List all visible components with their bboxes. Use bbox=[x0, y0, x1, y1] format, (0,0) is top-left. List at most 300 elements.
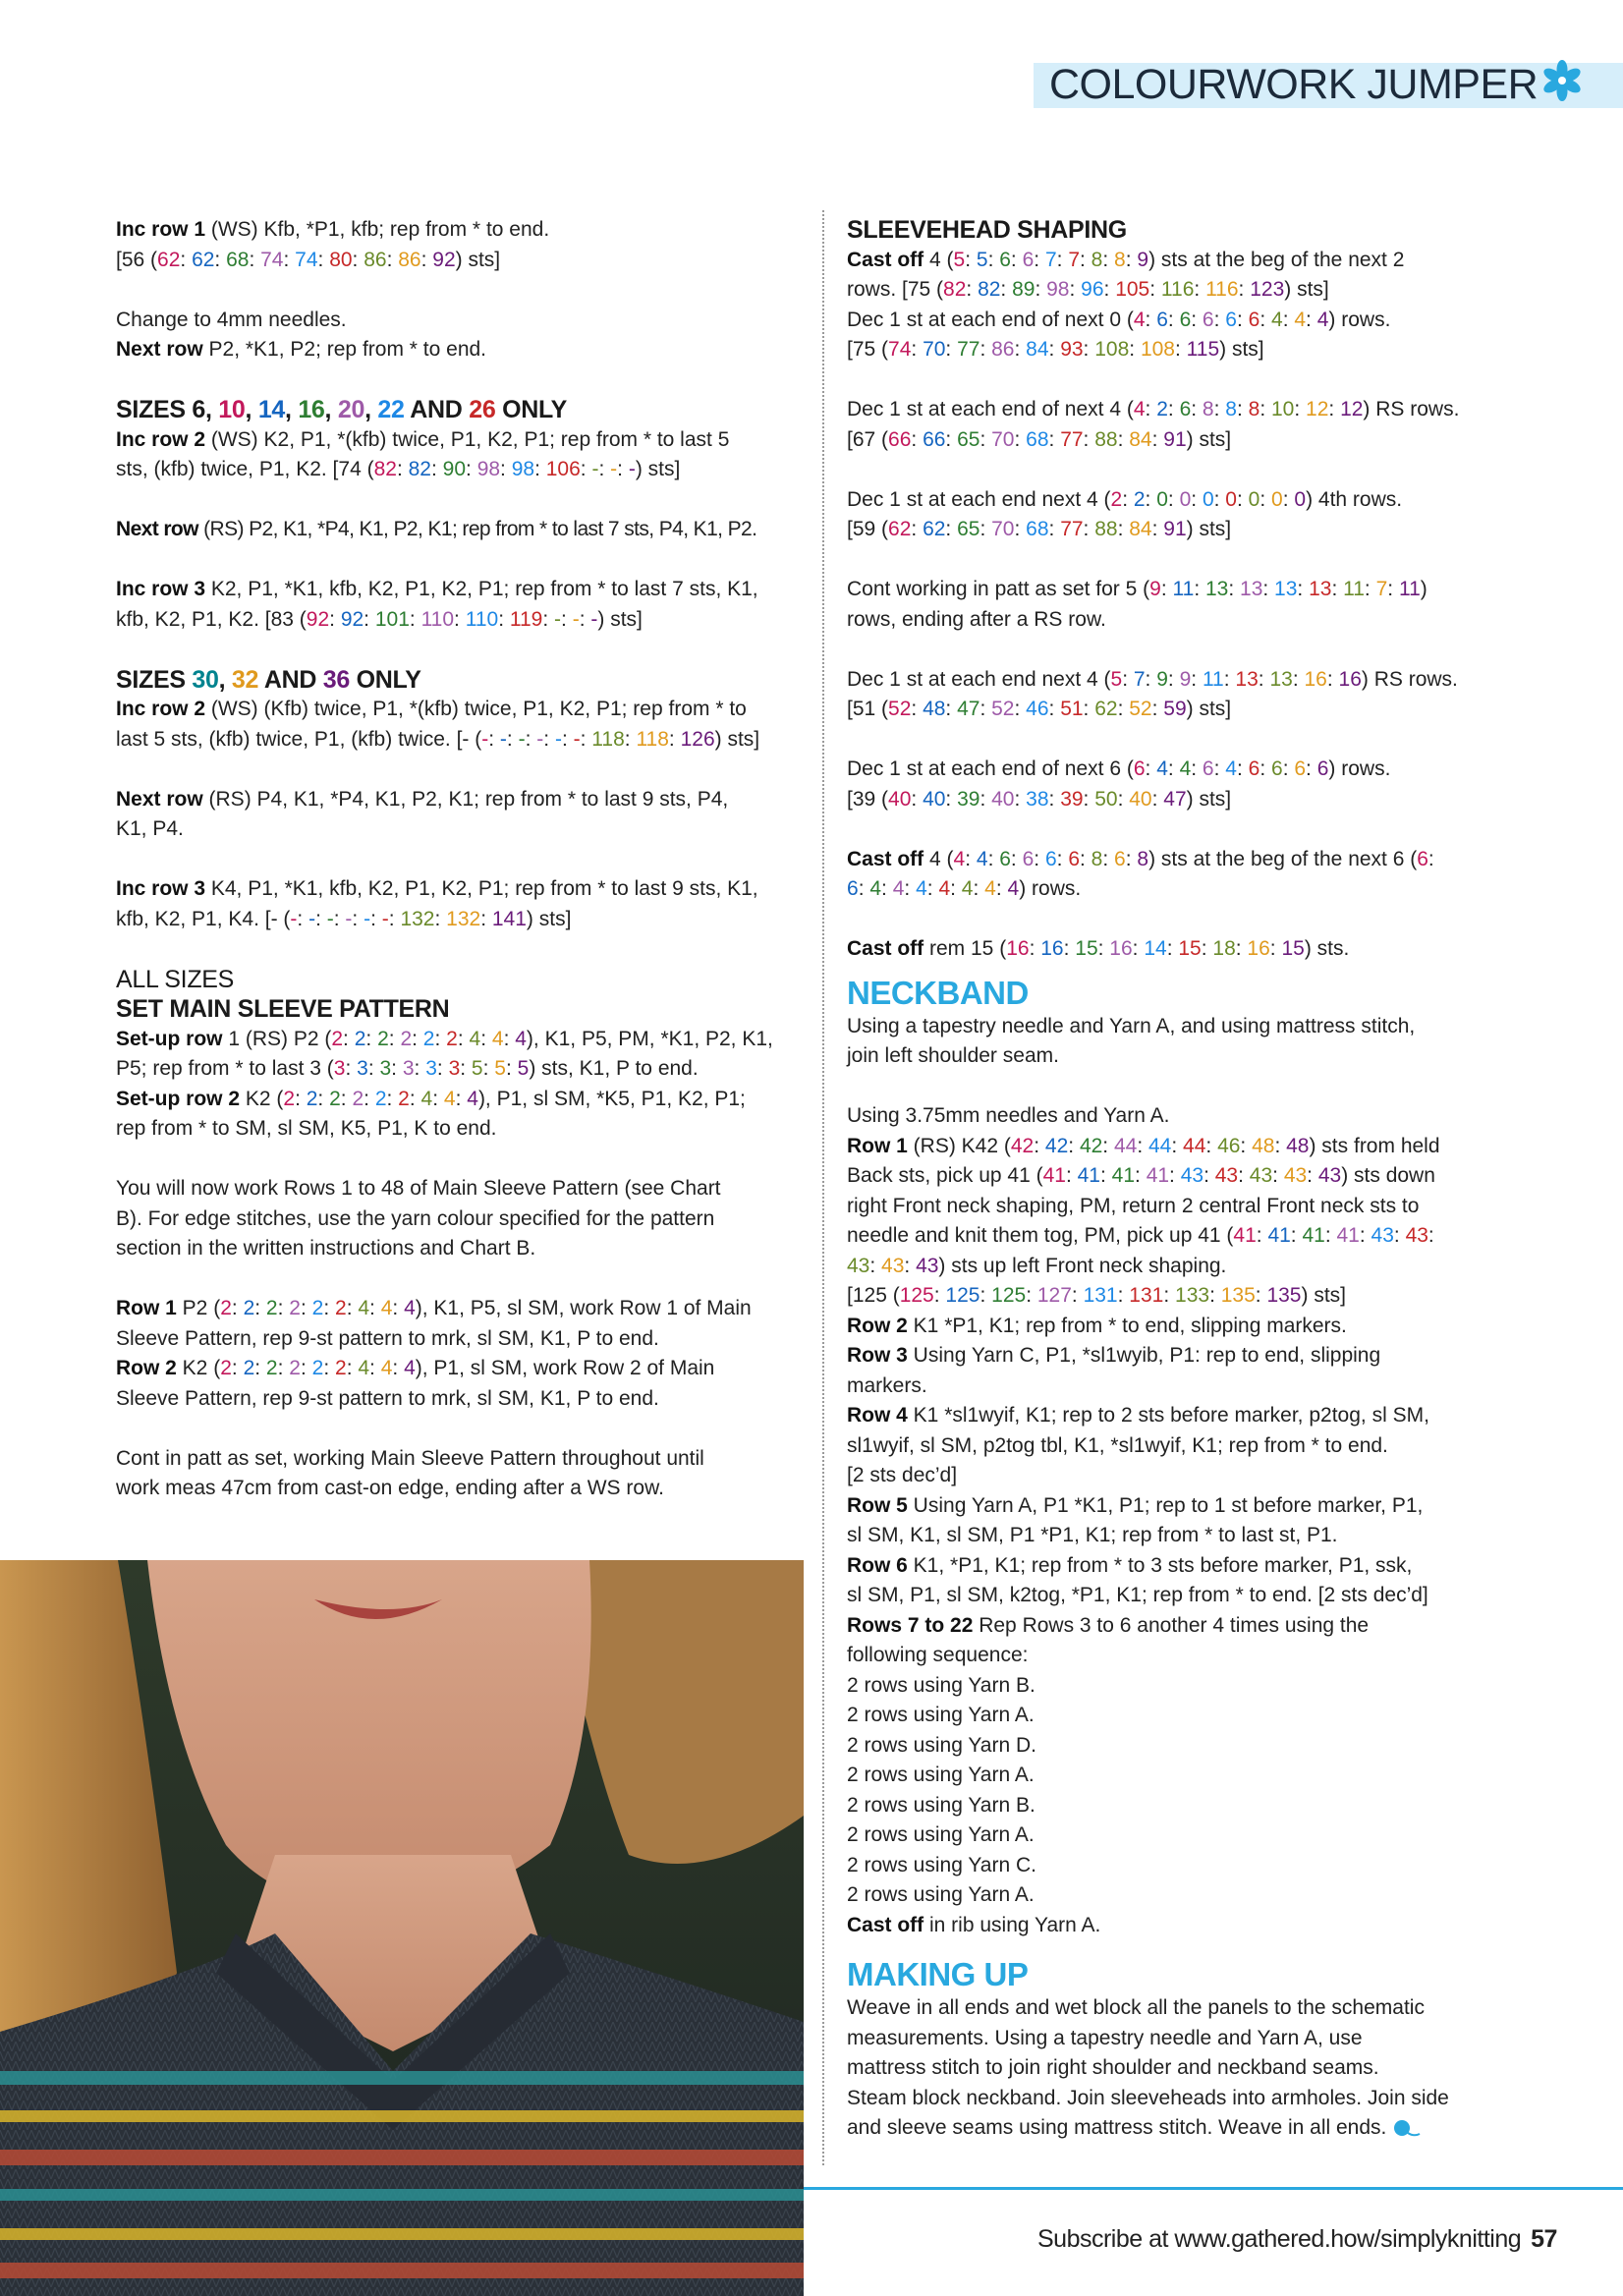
size-count: 4 bbox=[469, 1027, 481, 1050]
size-count: 13 bbox=[1274, 578, 1298, 600]
size-count: 9 bbox=[1179, 667, 1192, 691]
size-count: 133 bbox=[1175, 1284, 1210, 1307]
size-count: 5 bbox=[1110, 667, 1123, 691]
size-count: 47 bbox=[1163, 787, 1187, 811]
size-count: - bbox=[628, 458, 636, 480]
size-count: 4 bbox=[1133, 308, 1146, 331]
size-count: 2 bbox=[400, 1027, 413, 1050]
size-count: 4 bbox=[976, 847, 988, 870]
size-count: 43 bbox=[1317, 1164, 1342, 1187]
size-count: 86 bbox=[991, 338, 1015, 361]
size-count: 11 bbox=[1172, 578, 1195, 600]
size-count: 66 bbox=[888, 427, 912, 451]
size-count: 48 bbox=[1286, 1134, 1310, 1157]
size-count: - bbox=[308, 907, 316, 930]
size-count: - bbox=[381, 907, 389, 930]
footer-rule bbox=[804, 2187, 1623, 2190]
size-count: 43 bbox=[916, 1254, 939, 1277]
size-count: 2 bbox=[354, 1027, 366, 1050]
size-count: 0 bbox=[1248, 487, 1260, 511]
size-count: 39 bbox=[957, 787, 980, 811]
size-count: 89 bbox=[1012, 278, 1035, 301]
size-count: - bbox=[481, 727, 489, 751]
size-count: 2 bbox=[289, 1357, 301, 1379]
size-count: 44 bbox=[1113, 1134, 1138, 1157]
size-count: 2 bbox=[243, 1357, 255, 1379]
size-count: 135 bbox=[1266, 1284, 1302, 1307]
size-count: 131 bbox=[1129, 1284, 1164, 1307]
size-count: 5 bbox=[494, 1057, 506, 1080]
size-count: 74 bbox=[260, 248, 284, 271]
size-count: 11 bbox=[1398, 578, 1421, 600]
size-count: 39 bbox=[1060, 787, 1084, 811]
footer bbox=[1037, 2225, 1557, 2254]
size-count: - bbox=[591, 458, 599, 480]
next-row-3: Next row (RS) P4, K1, *P4, K1, P2, K1; rep from * to last 9 sts, P4, K1, P4. bbox=[116, 787, 729, 840]
setup-rows: Set-up row 1 (RS) P2 (2: 2: 2: 2: 2: 2: 4: 4: 4), K1, P5, PM, *K1, P2, K1, P5; rep from * to last 3 (3: 3: 3: 3: 3: 3: 5: 5: 5) sts, K1, P to end. Set-up row 2 K2 (2: 2: 2: 2: 2: 2: 4: 4: 4), P1, sl SM, *K5, P1, K2, P1; rep from * to SM, sl SM, K5, P1, K to end. bbox=[116, 1027, 773, 1140]
size-count: 132 bbox=[446, 907, 481, 930]
size-count: 2 bbox=[220, 1297, 232, 1319]
size-count: 2 bbox=[1133, 487, 1146, 511]
size-count: 0 bbox=[1294, 487, 1307, 511]
size-count: 4 bbox=[420, 1087, 433, 1110]
size-count: 15 bbox=[1281, 937, 1305, 960]
size-count: 41 bbox=[1146, 1164, 1170, 1187]
size-count: 8 bbox=[1114, 248, 1126, 271]
size-count: 82 bbox=[408, 458, 431, 480]
size-count: 141 bbox=[491, 907, 527, 930]
size-count: 86 bbox=[364, 248, 387, 271]
size-count: 8 bbox=[1248, 398, 1260, 420]
size-count: 38 bbox=[1026, 787, 1049, 811]
size-count: - bbox=[518, 727, 526, 751]
size-count: 41 bbox=[1233, 1224, 1257, 1247]
inc-row-3b: Inc row 3 K4, P1, *K1, kfb, K2, P1, K2, P1; rep from * to last 9 sts, K1, kfb, K2, P1, K4. [- (-: -: -: -: -: -: 132: 132: 141) sts] bbox=[116, 877, 758, 930]
size-count: 132 bbox=[400, 907, 435, 930]
size-count: 5 bbox=[976, 248, 988, 271]
size-count: 7 bbox=[1068, 248, 1080, 271]
size-count: 6 bbox=[1316, 757, 1329, 780]
size-count: 8 bbox=[1137, 847, 1149, 870]
size-count: 3 bbox=[379, 1057, 392, 1080]
size-count: 135 bbox=[1220, 1284, 1256, 1307]
size-count: 80 bbox=[329, 248, 353, 271]
size-count: 48 bbox=[1252, 1134, 1275, 1157]
size-number: 10 bbox=[218, 396, 246, 423]
size-count: 84 bbox=[1129, 427, 1152, 451]
size-count: 4 bbox=[1294, 308, 1307, 331]
size-count: 8 bbox=[1225, 398, 1237, 420]
size-count: 42 bbox=[1079, 1134, 1103, 1157]
size-count: 4 bbox=[491, 1027, 504, 1050]
right-column bbox=[847, 215, 1495, 2144]
size-count: 118 bbox=[591, 727, 625, 751]
size-count: 106 bbox=[545, 458, 581, 480]
size-count: 88 bbox=[1094, 518, 1118, 540]
size-count: 4 bbox=[404, 1357, 416, 1379]
size-count: 16 bbox=[1304, 667, 1327, 691]
size-count: 2 bbox=[331, 1027, 344, 1050]
size-count: 13 bbox=[1235, 667, 1259, 691]
size-count: 52 bbox=[888, 698, 912, 720]
size-count: 6 bbox=[1202, 757, 1214, 780]
size-count: - bbox=[290, 907, 298, 930]
size-count: 108 bbox=[1094, 338, 1130, 361]
size-count: 13 bbox=[1309, 578, 1332, 600]
size-count: 6 bbox=[1248, 757, 1260, 780]
size-count: 0 bbox=[1202, 487, 1214, 511]
size-count: 4 bbox=[1133, 398, 1146, 420]
size-count: 127 bbox=[1036, 1284, 1072, 1307]
sleevehead-heading: SLEEVEHEAD SHAPING bbox=[847, 216, 1127, 244]
size-count: 13 bbox=[1269, 667, 1293, 691]
size-count: 91 bbox=[1163, 518, 1187, 540]
size-count: 62 bbox=[1094, 698, 1118, 720]
size-count: 47 bbox=[957, 698, 980, 720]
size-count: 16 bbox=[1109, 937, 1133, 960]
size-count: 2 bbox=[243, 1297, 255, 1319]
size-count: 77 bbox=[1060, 427, 1084, 451]
cont-working: Cont working in patt as set for 5 (9: 11: 13: 13: 13: 13: 11: 7: 11) rows, ending after a RS row. bbox=[847, 578, 1427, 631]
size-count: 6 bbox=[1202, 308, 1214, 331]
size-count: - bbox=[536, 727, 544, 751]
size-count: 2 bbox=[1156, 398, 1168, 420]
size-count: - bbox=[326, 907, 334, 930]
size-count: 4 bbox=[358, 1297, 370, 1319]
size-count: 2 bbox=[289, 1297, 301, 1319]
size-count: 6 bbox=[1248, 308, 1260, 331]
size-count: - bbox=[499, 727, 507, 751]
size-count: 42 bbox=[1010, 1134, 1035, 1157]
next-row-2: Next row (RS) P2, K1, *P4, K1, P2, K1; rep from * to last 7 sts, P4, K1, P2. bbox=[116, 518, 757, 540]
size-count: 41 bbox=[1302, 1224, 1325, 1247]
size-count: 125 bbox=[991, 1284, 1027, 1307]
size-count: 4 bbox=[515, 1027, 527, 1050]
size-count: 68 bbox=[1026, 427, 1049, 451]
subscribe-link[interactable]: Subscribe at www.gathered.how/simplyknitting bbox=[1037, 2225, 1522, 2253]
size-number: 20 bbox=[337, 396, 365, 423]
size-count: 6 bbox=[847, 877, 859, 900]
size-count: 4 bbox=[953, 847, 966, 870]
size-count: 3 bbox=[357, 1057, 368, 1080]
size-count: 44 bbox=[1148, 1134, 1172, 1157]
size-count: 43 bbox=[1405, 1224, 1428, 1247]
left-column bbox=[116, 215, 804, 1534]
size-count: 125 bbox=[945, 1284, 980, 1307]
size-count: 11 bbox=[1343, 578, 1365, 600]
size-count: 3 bbox=[425, 1057, 437, 1080]
all-sizes-heading: ALL SIZES bbox=[116, 965, 235, 993]
size-count: 16 bbox=[1006, 937, 1030, 960]
size-count: 2 bbox=[220, 1357, 232, 1379]
size-count: 6 bbox=[1133, 757, 1146, 780]
work-rows-note: You will now work Rows 1 to 48 of Main Sleeve Pattern (see Chart B). For edge stitches, use the yarn colour specified for the pattern section in the written instructions and Chart B. bbox=[116, 1177, 721, 1260]
size-count: 2 bbox=[306, 1087, 318, 1110]
size-count: 6 bbox=[1156, 308, 1168, 331]
size-count: 74 bbox=[888, 338, 912, 361]
size-count: - bbox=[554, 727, 562, 751]
size-count: 2 bbox=[335, 1357, 347, 1379]
size-count: 43 bbox=[1180, 1164, 1204, 1187]
size-count: 0 bbox=[1225, 487, 1237, 511]
size-count: 2 bbox=[374, 1087, 387, 1110]
size-count: 2 bbox=[311, 1357, 324, 1379]
size-count: 6 bbox=[999, 248, 1011, 271]
size-count: 2 bbox=[422, 1027, 435, 1050]
size-count: 0 bbox=[1271, 487, 1283, 511]
size-count: 43 bbox=[1214, 1164, 1239, 1187]
page-title: COLOURWORK JUMPER bbox=[1049, 61, 1539, 108]
size-count: 116 bbox=[1205, 278, 1239, 301]
size-count: 12 bbox=[1306, 398, 1329, 420]
size-count: 41 bbox=[1111, 1164, 1136, 1187]
size-count: 131 bbox=[1083, 1284, 1118, 1307]
size-count: 96 bbox=[1081, 278, 1104, 301]
size-count: - bbox=[364, 907, 371, 930]
size-count: 13 bbox=[1204, 578, 1229, 600]
size-count: 6 bbox=[1294, 757, 1307, 780]
size-count: 105 bbox=[1115, 278, 1150, 301]
size-count: 4 bbox=[467, 1087, 478, 1110]
size-count: - bbox=[610, 458, 618, 480]
size-count: 90 bbox=[442, 458, 467, 480]
size-count: 88 bbox=[1094, 427, 1118, 451]
dec-4: Dec 1 st at each end next 4 (5: 7: 9: 9: 11: 13: 13: 16: 16) RS rows. [51 (52: 48: 47: 52: 46: 51: 62: 52: 59) sts] bbox=[847, 667, 1458, 720]
size-count: 14 bbox=[1144, 937, 1167, 960]
size-count: 118 bbox=[636, 727, 669, 751]
size-count: 6 bbox=[1225, 308, 1237, 331]
size-count: 2 bbox=[377, 1027, 389, 1050]
size-count: 6 bbox=[1022, 248, 1035, 271]
size-count: 6 bbox=[1022, 847, 1035, 870]
size-count: 4 bbox=[1271, 308, 1283, 331]
dec-3: Dec 1 st at each end next 4 (2: 2: 0: 0: 0: 0: 0: 0: 0) 4th rows. [59 (62: 62: 65: 70: 68: 77: 88: 84: 91) sts] bbox=[847, 487, 1403, 540]
size-count: 41 bbox=[1336, 1224, 1360, 1247]
size-count: 65 bbox=[957, 427, 980, 451]
size-count: 6 bbox=[1271, 757, 1283, 780]
size-count: 8 bbox=[1202, 398, 1214, 420]
size-count: 15 bbox=[1075, 937, 1098, 960]
size-count: 68 bbox=[226, 248, 250, 271]
size-count: 2 bbox=[283, 1087, 296, 1110]
size-count: 43 bbox=[1371, 1224, 1394, 1247]
size-count: 82 bbox=[978, 278, 1001, 301]
size-count: 8 bbox=[1091, 248, 1103, 271]
size-count: 41 bbox=[1267, 1224, 1291, 1247]
model-photo bbox=[0, 1560, 804, 2296]
size-count: 62 bbox=[192, 248, 215, 271]
size-count: 68 bbox=[1026, 518, 1049, 540]
size-count: 43 bbox=[847, 1254, 870, 1277]
size-count: 18 bbox=[1212, 937, 1236, 960]
rows-1-2: Row 1 P2 (2: 2: 2: 2: 2: 2: 4: 4: 4), K1, P5, sl SM, work Row 1 of Main Sleeve Pattern, rep 9-st pattern to mrk, sl SM, K1, P to end. Row 2 K2 (2: 2: 2: 2: 2: 2: 4: 4: 4), P1, sl SM, work Row 2 of Main Sleeve Pattern, rep 9-st pattern to mrk, sl SM, K1, P to end. bbox=[116, 1297, 752, 1410]
change-needles: Change to 4mm needles. Next row P2, *K1, P2; rep from * to end. bbox=[116, 308, 487, 361]
size-count: 2 bbox=[335, 1297, 347, 1319]
size-count: 43 bbox=[1249, 1164, 1273, 1187]
size-count: 4 bbox=[938, 877, 951, 900]
size-count: 2 bbox=[398, 1087, 410, 1110]
size-count: 44 bbox=[1183, 1134, 1206, 1157]
size-count: 6 bbox=[1068, 847, 1080, 870]
size-count: 2 bbox=[311, 1297, 324, 1319]
size-count: 4 bbox=[1225, 757, 1237, 780]
making-up-text: Weave in all ends and wet block all the panels to the schematic measurements. Using a tapestry needle and Yarn A, use mattress stitch to join right shoulder and neckband seams. Steam block neckband. Join sleeveheads into armholes. Join side and sleeve seams using mattress stitch. Weave in all ends. bbox=[847, 1996, 1449, 2139]
size-count: 15 bbox=[1178, 937, 1202, 960]
size-count: 5 bbox=[517, 1057, 530, 1080]
size-count: 125 bbox=[899, 1284, 934, 1307]
size-count: 7 bbox=[1375, 578, 1388, 600]
size-count: 62 bbox=[923, 518, 946, 540]
inc-row-2: Inc row 2 (WS) K2, P1, *(kfb) twice, P1, K2, P1; rep from * to last 5 sts, (kfb) twice, P1, K2. [74 (82: 82: 90: 98: 98: 106: -: -: -) sts] bbox=[116, 427, 730, 480]
neckband-heading: NECKBAND bbox=[847, 974, 1029, 1011]
neckband-rows: Using 3.75mm needles and Yarn A. Row 1 (RS) K42 (42: 42: 42: 44: 44: 44: 46: 48: 48) sts from held Back sts, pick up 41 (41: 41: 41: 41: 43: 43: 43: 43: 43) sts down right Front neck shaping, PM, return 2 central Front neck sts to needle and knit them tog, PM, pick up 41 (41: 41: 41: 41: 43: 43: 43: 43: 43) sts up left Front neck shaping. [125 (125: 125: 125: 127: 131: 131: 133: 135: 135) sts] Row 2 K1 *P1, K1; rep from * to end, slipping markers. Row 3 Using Yarn C, P1, *sl1wyib, P1: rep to end, slipping markers. Row 4 K1 *sl1wyif, K1; rep to 2 sts before marker, p2tog, sl SM, sl1wyif, sl SM, p2tog tbl, K1, *sl1wyif, K1; rep from * to end. [2 sts dec’d] Row 5 Using Yarn A, P1 *K1, P1; rep to 1 st before marker, P1, sl SM, K1, sl SM, P1 *P1, K1; rep from * to last st, P1. Row 6 K1, *P1, K1; rep from * to 3 sts before marker, P1, ssk, sl SM, P1, sl SM, k2tog, *P1, K1; rep from * to end. [2 sts dec’d] Rows 7 to 22 Rep Rows 3 to 6 another 4 times using the following sequence: 2 rows using Yarn B. 2 rows using Yarn A. 2 rows using Yarn D. 2 rows using Yarn A. 2 rows using Yarn B. 2 rows using Yarn A. 2 rows using Yarn C. 2 rows using Yarn A. Cast off in rib using Yarn A. bbox=[847, 1104, 1440, 1936]
size-count: 6 bbox=[999, 847, 1011, 870]
size-count: 0 bbox=[1156, 487, 1168, 511]
size-count: 16 bbox=[1338, 667, 1362, 691]
size-count: 4 bbox=[892, 877, 905, 900]
size-count: 62 bbox=[888, 518, 912, 540]
size-count: 4 bbox=[916, 877, 927, 900]
size-count: 6 bbox=[1044, 847, 1057, 870]
size-count: 48 bbox=[923, 698, 946, 720]
column-divider bbox=[822, 210, 824, 2165]
size-count: 65 bbox=[957, 518, 980, 540]
size-count: 2 bbox=[446, 1027, 458, 1050]
size-count: 8 bbox=[1091, 847, 1103, 870]
size-count: 16 bbox=[1247, 937, 1270, 960]
size-count: 2 bbox=[265, 1297, 278, 1319]
size-count: 42 bbox=[1044, 1134, 1069, 1157]
size-count: 5 bbox=[471, 1057, 483, 1080]
size-count: 4 bbox=[869, 877, 882, 900]
size-count: 98 bbox=[476, 458, 501, 480]
size-count: 77 bbox=[957, 338, 980, 361]
size-count: 2 bbox=[352, 1087, 364, 1110]
inc-row-1: Inc row 1 (WS) Kfb, *P1, kfb; rep from * to end. [56 (62: 62: 68: 74: 74: 80: 86: 86: 92) sts] bbox=[116, 218, 550, 271]
inc-row-2b: Inc row 2 (WS) (Kfb) twice, P1, *(kfb) twice, P1, K2, P1; rep from * to last 5 sts, (kfb) twice, P1, (kfb) twice. [- (-: -: -: -: -: -: 118: 118: 126) sts] bbox=[116, 698, 760, 751]
size-count: 40 bbox=[888, 787, 912, 811]
size-count: 66 bbox=[923, 427, 946, 451]
size-count: 4 bbox=[961, 877, 974, 900]
making-up-heading: MAKING UP bbox=[847, 1956, 1029, 1992]
size-count: 9 bbox=[1149, 578, 1161, 600]
set-main-heading: SET MAIN SLEEVE PATTERN bbox=[116, 995, 450, 1023]
size-number: 16 bbox=[298, 396, 325, 423]
size-count: 7 bbox=[1044, 248, 1057, 271]
size-count: 40 bbox=[1129, 787, 1152, 811]
size-count: 9 bbox=[1156, 667, 1168, 691]
castoff-2: Cast off 4 (4: 4: 6: 6: 6: 6: 8: 6: 8) sts at the beg of the next 6 (6: 6: 4: 4: 4: 4: 4: 4: 4) rows. bbox=[847, 847, 1434, 900]
size-count: 92 bbox=[432, 248, 456, 271]
size-count: 43 bbox=[1283, 1164, 1308, 1187]
size-count: 50 bbox=[1094, 787, 1118, 811]
size-count: 41 bbox=[1042, 1164, 1066, 1187]
size-count: 6 bbox=[1179, 398, 1192, 420]
size-count: 101 bbox=[374, 607, 410, 631]
size-count: 2 bbox=[265, 1357, 278, 1379]
size-count: - bbox=[590, 607, 598, 631]
size-count: 43 bbox=[881, 1254, 905, 1277]
size-count: 4 bbox=[380, 1357, 393, 1379]
size-count: 6 bbox=[1179, 308, 1192, 331]
size-count: 82 bbox=[943, 278, 967, 301]
size-count: 92 bbox=[306, 607, 330, 631]
size-count: 5 bbox=[953, 248, 966, 271]
size-count: 92 bbox=[340, 607, 364, 631]
size-count: - bbox=[573, 727, 581, 751]
size-count: 98 bbox=[1046, 278, 1070, 301]
size-count: 4 bbox=[443, 1087, 456, 1110]
size-count: 40 bbox=[923, 787, 946, 811]
size-count: 7 bbox=[1133, 667, 1146, 691]
size-count: 4 bbox=[1156, 757, 1168, 780]
size-count: 91 bbox=[1163, 427, 1187, 451]
size-count: 74 bbox=[295, 248, 318, 271]
size-count: 0 bbox=[1179, 487, 1192, 511]
size-number: 14 bbox=[257, 396, 286, 423]
size-count: 6 bbox=[1417, 847, 1428, 870]
size-count: - bbox=[554, 607, 562, 631]
size-count: 11 bbox=[1202, 667, 1224, 691]
cont-in-patt: Cont in patt as set, working Main Sleeve Pattern throughout until work meas 47cm from cast-on edge, ending after a WS row. bbox=[116, 1446, 704, 1499]
size-count: 110 bbox=[420, 607, 455, 631]
size-count: 16 bbox=[1040, 937, 1064, 960]
neckband-intro: Using a tapestry needle and Yarn A, and using mattress stitch, join left shoulder seam. bbox=[847, 1014, 1416, 1067]
inc-row-3: Inc row 3 K2, P1, *K1, kfb, K2, P1, K2, P1; rep from * to last 7 sts, K1, kfb, K2, P1, K2. [83 (92: 92: 101: 110: 110: 119: -: -: -) sts] bbox=[116, 578, 758, 631]
size-count: 4 bbox=[404, 1297, 416, 1319]
size-count: 51 bbox=[1060, 698, 1084, 720]
dec-5: Dec 1 st at each end of next 6 (6: 4: 4: 6: 4: 6: 6: 6: 6) rows. [39 (40: 40: 39: 40: 38: 39: 50: 40: 47) sts] bbox=[847, 757, 1391, 811]
size-count: 86 bbox=[398, 248, 421, 271]
size-count: 12 bbox=[1340, 398, 1364, 420]
size-count: 84 bbox=[1026, 338, 1049, 361]
size-count: 62 bbox=[157, 248, 181, 271]
size-count: 70 bbox=[923, 338, 946, 361]
size-count: 84 bbox=[1129, 518, 1152, 540]
size-count: 4 bbox=[380, 1297, 393, 1319]
size-count: 123 bbox=[1250, 278, 1285, 301]
size-count: 3 bbox=[402, 1057, 415, 1080]
size-count: 82 bbox=[373, 458, 397, 480]
size-count: 59 bbox=[1163, 698, 1187, 720]
sleevehead-castoff: Cast off 4 (5: 5: 6: 6: 7: 7: 8: 8: 9) sts at the beg of the next 2 rows. [75 (82: 82: 89: 98: 96: 105: 116: 116: 123) sts] Dec 1 st at each end of next 0 (4: 6: 6: 6: 6: 6: 4: 4: 4) rows. [75 (74: 70: 77: 86: 84: 93: 108: 108: 115) sts] bbox=[847, 248, 1405, 361]
size-count: 4 bbox=[1316, 308, 1329, 331]
size-count: - bbox=[345, 907, 353, 930]
castoff-3: Cast off rem 15 (16: 16: 15: 16: 14: 15: 18: 16: 15) sts. bbox=[847, 937, 1350, 960]
page-number: 57 bbox=[1531, 2225, 1557, 2253]
size-count: 52 bbox=[1129, 698, 1152, 720]
size-count: 4 bbox=[984, 877, 996, 900]
size-count: 41 bbox=[1077, 1164, 1100, 1187]
size-count: 52 bbox=[991, 698, 1015, 720]
size-count: - bbox=[572, 607, 580, 631]
size-count: 98 bbox=[511, 458, 535, 480]
size-count: 10 bbox=[1271, 398, 1295, 420]
size-count: 77 bbox=[1060, 518, 1084, 540]
size-count: 93 bbox=[1060, 338, 1084, 361]
size-count: 116 bbox=[1160, 278, 1195, 301]
size-count: 2 bbox=[329, 1087, 341, 1110]
size-count: 110 bbox=[465, 607, 499, 631]
size-count: 119 bbox=[509, 607, 543, 631]
size-count: 13 bbox=[1240, 578, 1263, 600]
size-number: 22 bbox=[377, 396, 405, 423]
size-count: 6 bbox=[1114, 847, 1126, 870]
size-count: 46 bbox=[1026, 698, 1049, 720]
size-count: 4 bbox=[1179, 757, 1192, 780]
size-count: 3 bbox=[333, 1057, 346, 1080]
size-count: 2 bbox=[1110, 487, 1123, 511]
